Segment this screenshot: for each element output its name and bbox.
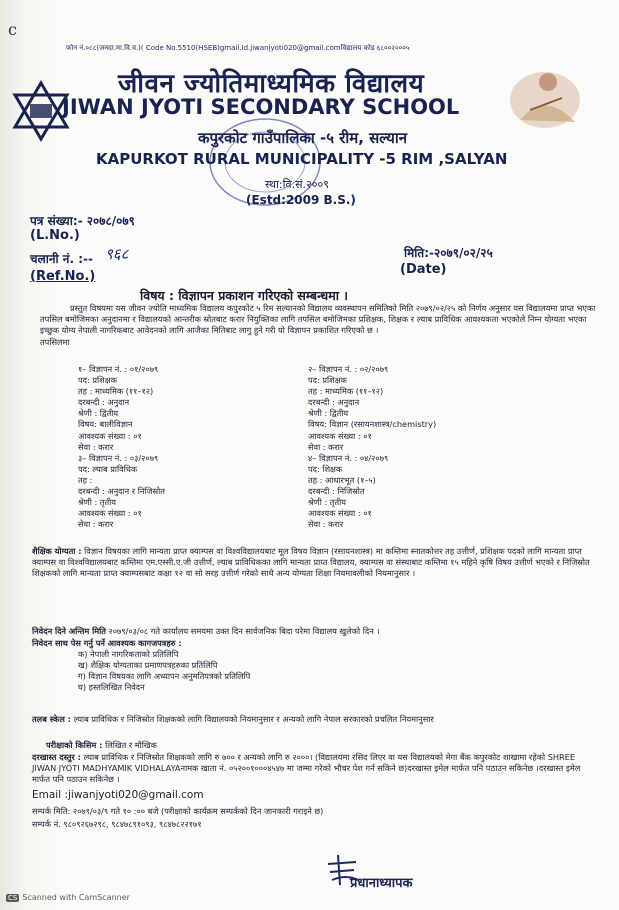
address-english: KAPURKOT RURAL MUNICIPALITY -5 RIM ,SALYAN: [96, 150, 508, 168]
dispatch-number-handwritten: ९६८: [105, 245, 129, 263]
date-value: मिति:-२०७९/०२/२५: [404, 246, 493, 260]
qualification-paragraph: [32, 546, 592, 579]
advert-left-line: विषय: बालीविज्ञान: [78, 419, 133, 430]
letter-number-label: पत्र संख्या:- २०७८/०७९: [30, 214, 135, 228]
documents-list: [32, 649, 592, 693]
advert-right-line: पद: प्रशिक्षक: [308, 375, 347, 386]
advert-left-line: आवश्यक संख्या : ०१: [78, 508, 142, 519]
deadline-text: २०७९/०३/०८ गते कार्यालय समयमा उक्त दिन सार्वजनिक बिदा परेमा विद्यालय खुलेको दिन ।: [108, 626, 380, 636]
advert-right-line: दरबन्दी : निजिस्रोत: [308, 486, 365, 497]
documents-section: [32, 638, 592, 693]
scanner-watermark: [6, 893, 130, 902]
advert-left-line: श्रेणी : तृतीय: [78, 497, 117, 508]
advert-right-line: सेवा : करार: [308, 519, 344, 530]
camscanner-badge: CS: [8, 894, 18, 902]
exam-paragraph: [32, 740, 592, 751]
email-line: Email :jiwanjyoti020@gmail.com: [32, 789, 204, 801]
address-nepali: कपुरकोट गाउँपालिका -५ रीम, सल्यान: [198, 129, 408, 147]
advert-left-line: पद: प्रशिक्षक: [78, 375, 117, 386]
advert-right-line: तह : माध्यमिक (११–१२): [308, 386, 384, 397]
established-nepali: स्था:वि.सं.२००९: [265, 178, 329, 191]
advert-left-line: १– विज्ञापन नं. : ०१/२०७९: [78, 364, 159, 374]
intro-text: प्रस्तुत विषयमा यस जीवन ज्योति माध्यमिक विद्यालय कपुरकोट ५ रिम सल्यानको विद्यालय व्यवस्थापन समितिको मिति २०७९/०२/२५ को निर्णय अनुसार यस विद्यालयमा प्राप्त भएका तपसिल बमोजिमका अनुदानमा र विद्यालयको आन्तरीक स्रोतबाट करार नियुक्तिका लागि तपसिल बमोजिमका प्रशिक्षक, शिक्षक र ल्याब प्राविधिक आवश्यकता भएकोले निम्न योग्यता भएका इच्छुक योग्य नेपाली नागरिकबाट आवेदनको लागि आजैका मितिबाट लागु हुने गरी यो विज्ञापन प्रकाशित गरिएको छ ।: [40, 303, 596, 336]
dispatch-number-label: चलानी नं. :--: [30, 252, 93, 266]
advert-left-line: पद: ल्याब प्राविधिक: [78, 463, 138, 474]
advert-left-line: श्रेणी : द्वितीय: [78, 408, 119, 419]
documents-label: निवेदन साथ पेस गर्नु पर्ने आवश्यक कागजपत्रहरु :: [32, 638, 182, 648]
subject-line: विषय : विज्ञापन प्रकाशन गरिएको सम्बन्धमा ।: [140, 288, 349, 303]
salary-label: तलब स्केल :: [32, 714, 71, 724]
advert-right-line: सेवा : करार: [308, 441, 344, 452]
document-item: ग) विज्ञान विषयका लागि अध्यापन अनुमतिपत्रको प्रतिलिपि: [78, 671, 251, 682]
contact-line: फोन नं.०८८(जनदा.मा.वि.व.)( Code No.5510(HSEB)gmail.Id.jiwanjyoti020@gmail.comविद्यालय कोड ६८००२०००५: [66, 44, 410, 52]
advert-right-line: तह : आधारभूत (१–५): [308, 474, 376, 485]
advert-left-line: दरबन्दी : अनुदान र निजिस्रोत: [78, 486, 165, 497]
date-label: (Date): [400, 262, 447, 277]
advert-right-line: विषय: विज्ञान (रसायनशास्त्र/chemistry): [308, 419, 437, 430]
document-item: घ) हस्तलिखित निवेदन: [78, 682, 145, 693]
exam-label: परीक्षाको किसिम :: [46, 740, 103, 750]
school-name-english: JIWAN JYOTI SECONDARY SCHOOL: [62, 95, 460, 119]
fee-paragraph: [32, 752, 592, 785]
advert-right-line: श्रेणी : द्वितीय: [308, 408, 349, 419]
qualification-label: शैक्षिक योग्यता :: [32, 546, 82, 556]
adverts-right-column: [262, 364, 522, 530]
deadline-paragraph: [32, 626, 592, 637]
intro-paragraph: [40, 303, 600, 348]
qualification-text: विज्ञान विषयका लागि मान्यता प्राप्त क्याम्पस वा विश्वविद्यालयबाट मूल विषय विज्ञान (रसायनशास्त्र) मा कम्तिमा स्नातकोत्तर तह उत्तीर्ण, प्रशिक्षक पदको लागि मान्यता प्राप्त क्याम्पस वा विश्वविद्यालयबाट कम्तिमा एम.एस्सी.ए.जी उत्तीर्ण, ल्याब प्राविधिकका लागि मान्यता प्राप्त विद्यालय, क्याम्पस वा संस्थाबाट कम्तिमा १५ महिने कृषि विषय उत्तीर्ण भएको र निजिस्रोत शिक्षकको लागि मान्यता प्राप्त क्याम्पसबाट कक्षा १२ वा सो सरह उत्तीर्ण गरेको साथै अन्य योग्यता शिक्षा नियमावलीको नियमानुसार ।: [32, 546, 590, 579]
signature-label: प्रधानाध्यापक: [350, 876, 413, 891]
contact-date-line: सम्पर्क मिति: २०७९/०३/९ गते १० :०० बजे (परीक्षाको कार्यक्रम सम्पर्कको दिन जानकारी गराइने छ): [32, 806, 324, 816]
advert-right-line: पद: शिक्षक: [308, 463, 343, 474]
school-name-nepali: जीवन ज्योतिमाध्यमिक विद्यालय: [118, 69, 425, 99]
advert-right-line: ४– विज्ञापन नं. : ०४/२०७९: [308, 452, 389, 463]
advert-left-line: दरबन्दी : अनुदान: [78, 397, 130, 408]
advert-left-line: सेवा : करार: [78, 441, 114, 452]
salary-paragraph: [32, 714, 592, 725]
salary-text: ल्याब प्राविधिक र निजिस्रोत शिक्षकको लागि विद्यालयको नियमानुसार र अन्यको लागि नेपाल सरकारको प्रचलित नियमानुसार: [73, 714, 434, 724]
adverts-left-column: [32, 364, 272, 530]
document-item: क) नेपाली नागरिकताको प्रतिलिपि: [78, 649, 179, 660]
advert-left-line: सेवा : करार: [78, 519, 114, 530]
document-item: ख) शैक्षिक योग्यताका प्रमाणपत्रहरुका प्रतिलिपि: [78, 660, 218, 671]
advert-left-line: ३– विज्ञापन नं. : ०३/२०७९: [78, 452, 159, 463]
saraswati-image-icon: [500, 60, 590, 135]
advert-right-line: आवश्यक संख्या : ०१: [308, 430, 372, 441]
advert-left-line: तह : माध्यमिक (११–१२): [78, 386, 154, 397]
advert-left-line: आवश्यक संख्या : ०१: [78, 430, 142, 441]
exam-text: लिखित र मौखिक: [105, 740, 157, 750]
advert-right-line: दरबन्दी : अनुदान: [308, 397, 360, 408]
refno-label: (Ref.No.): [30, 269, 96, 284]
advert-right-line: २– विज्ञापन नं. : ०२/२०७९: [308, 364, 389, 374]
deadline-label: निवेदन दिने अन्तिम मिति: [32, 626, 106, 636]
fee-text: ल्याब प्राविधिक र निजिस्रोत शिक्षकको लागि रु ७०० र अन्यको लागि रु २०००। (विद्यालयमा रसिद लिएर वा यस विद्यालयको मेगा बैंक कपुरकोट शाखामा रहेको SHREE JIWAN JYOTI MADHYAMIK VIDHALAYAनामक खाता नं. ०५२००१०००४५४७ मा जम्मा गरेको भौचर पेश गर्न सकिने छ)दरखास्त इमेल मार्फत पनि पठाउन सकिनेछ ।दरखास्त इमेल मार्फत पनि पठाउन सकिनेछ ।: [32, 752, 581, 785]
advert-right-line: श्रेणी : तृतीय: [308, 497, 347, 508]
fee-label: दरखास्त दस्तुर :: [32, 752, 81, 762]
advert-left-line: तह :: [78, 474, 93, 485]
advert-right-line: आवश्यक संख्या : ०१: [308, 508, 372, 519]
established-english: (Estd:2009 B.S.): [246, 193, 356, 207]
scanner-text: Scanned with CamScanner: [22, 893, 130, 902]
corner-mark: c: [8, 20, 17, 39]
tapsil-label: तपसिलमा: [40, 336, 70, 347]
contact-number-line: सम्पर्क नं. ९८०९२६७२९८, ९८४७८९१०९३, ९८४७८२२१७१: [32, 819, 202, 829]
lno-label: (L.No.): [30, 228, 80, 243]
